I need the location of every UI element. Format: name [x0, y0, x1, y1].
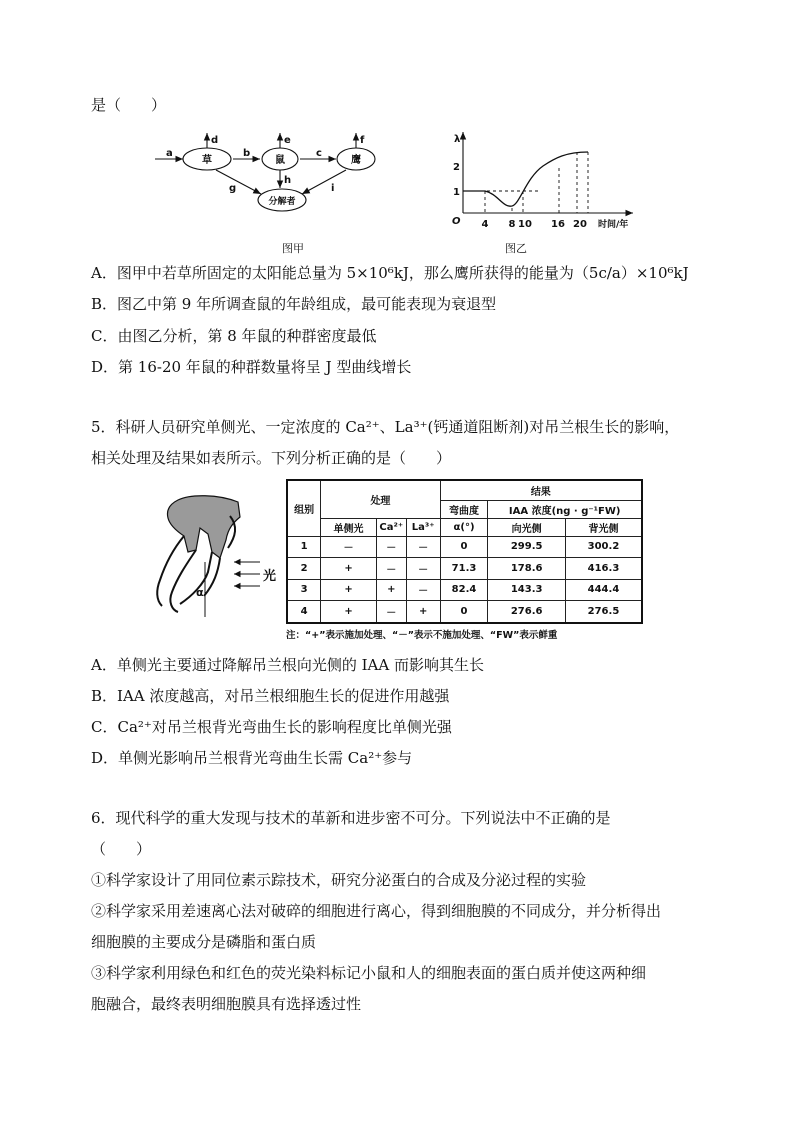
x-tick-16: 16: [551, 219, 565, 230]
cell: 416.3: [565, 558, 642, 580]
x-tick-10: 10: [518, 219, 532, 230]
cell: 143.3: [488, 579, 566, 601]
q4-stem-tail: 是（ ）: [91, 96, 167, 114]
x-tick-8: 8: [508, 219, 516, 230]
node-mouse: 鼠: [275, 155, 285, 166]
q6-stem-line-1: 6．现代科学的重大发现与技术的革新和进步密不可分。下列说法中不正确的是: [91, 809, 611, 827]
cell: －: [406, 536, 440, 558]
light-label: 光: [263, 569, 277, 584]
table-note: 注：“+”表示施加处理、“－”表示不施加处理、“FW”表示鲜重: [286, 630, 558, 641]
header-back-side: 背光侧: [565, 518, 642, 536]
header-light-side: 向光侧: [488, 518, 566, 536]
node-decomposer: 分解者: [268, 197, 296, 207]
arrow-label-h: h: [284, 175, 292, 186]
cell: 0: [440, 536, 488, 558]
node-grass: 草: [202, 155, 212, 166]
angle-label: α: [196, 586, 204, 599]
cell: －: [406, 558, 440, 580]
header-ca: Ca²⁺: [376, 518, 406, 536]
y-axis-label: λ: [454, 134, 461, 145]
figure-a-caption: 图甲: [282, 242, 304, 255]
figure-a-food-web: [150, 128, 410, 258]
cell: 0: [440, 601, 488, 623]
cell: 4: [287, 601, 321, 623]
arrow-label-a: a: [166, 148, 173, 159]
cell: 3: [287, 579, 321, 601]
table-row: [287, 558, 642, 580]
arrow-label-c: c: [316, 148, 322, 159]
cell: 276.5: [565, 601, 642, 623]
cell: 1: [287, 536, 321, 558]
arrow-label-b: b: [243, 148, 251, 159]
header-single-light: 单侧光: [321, 518, 377, 536]
cell: +: [321, 579, 377, 601]
cell: +: [321, 601, 377, 623]
q4-option-b: B．图乙中第 9 年所调查鼠的年龄组成，最可能表现为衰退型: [91, 295, 497, 313]
header-group: 组别: [287, 480, 321, 536]
header-bend-unit: α(°): [440, 518, 488, 536]
cell: －: [321, 536, 377, 558]
q6-stem-line-2: （ ）: [91, 840, 152, 858]
cell: －: [376, 558, 406, 580]
figure-root-illustration: [148, 492, 283, 617]
cell: 444.4: [565, 579, 642, 601]
q4-option-a: A．图甲中若草所固定的太阳能总量为 5×10⁶kJ，那么鹰所获得的能量为（5c/a）×10⁶kJ: [91, 264, 689, 282]
q5-stem-line-1: 5．科研人员研究单侧光、一定浓度的 Ca²⁺、La³⁺(钙通道阻断剂)对吊兰根生长的影响，: [91, 418, 680, 436]
header-treatment: 处理: [321, 480, 440, 518]
cell: 82.4: [440, 579, 488, 601]
q4-option-c: C．由图乙分析，第 8 年鼠的种群密度最低: [91, 327, 377, 345]
y-tick-2: 2: [453, 162, 460, 173]
header-la: La³⁺: [406, 518, 440, 536]
header-bend: 弯曲度: [440, 500, 488, 518]
q6-item-3-line-2: 胞融合，最终表明细胞膜具有选择透过性: [91, 995, 362, 1013]
table-row: [287, 536, 642, 558]
q5-option-d: D．单侧光影响吊兰根背光弯曲生长需 Ca²⁺参与: [91, 749, 413, 767]
q5-option-c: C．Ca²⁺对吊兰根背光弯曲生长的影响程度比单侧光强: [91, 718, 452, 736]
header-result: 结果: [440, 480, 642, 500]
q5-stem-line-2: 相关处理及结果如表所示。下列分析正确的是（ ）: [91, 449, 452, 467]
q5-option-a: A．单侧光主要通过降解吊兰根向光侧的 IAA 而影响其生长: [91, 656, 484, 674]
figure-b-caption: 图乙: [505, 242, 527, 255]
y-tick-1: 1: [453, 187, 460, 198]
cell: 276.6: [488, 601, 566, 623]
arrow-label-f: f: [360, 135, 365, 146]
figure-b-lambda-chart: [448, 128, 648, 258]
arrow-label-g: g: [229, 183, 237, 194]
cell: 2: [287, 558, 321, 580]
lambda-curve: [463, 152, 588, 206]
cell: 71.3: [440, 558, 488, 580]
cell: 300.2: [565, 536, 642, 558]
table-row: [287, 579, 642, 601]
q6-item-2-line-1: ②科学家采用差速离心法对破碎的细胞进行离心，得到细胞膜的不同成分，并分析得出: [91, 902, 662, 920]
cell: －: [376, 601, 406, 623]
cell: +: [376, 579, 406, 601]
cell: 299.5: [488, 536, 566, 558]
table-row: [287, 601, 642, 623]
arrow-label-d: d: [211, 135, 219, 146]
header-iaa: IAA 浓度(ng · g⁻¹FW): [488, 500, 642, 518]
q5-option-b: B．IAA 浓度越高，对吊兰根细胞生长的促进作用越强: [91, 687, 450, 705]
cell: +: [321, 558, 377, 580]
q6-item-2-line-2: 细胞膜的主要成分是磷脂和蛋白质: [91, 933, 317, 951]
q6-item-1: ①科学家设计了用同位素示踪技术，研究分泌蛋白的合成及分泌过程的实验: [91, 871, 587, 889]
node-hawk: 鹰: [351, 155, 361, 166]
arrow-label-i: i: [331, 183, 335, 194]
origin-label: O: [452, 216, 461, 227]
x-tick-4: 4: [481, 219, 489, 230]
cell: +: [406, 601, 440, 623]
x-axis-label: 时间/年: [598, 220, 629, 230]
cell: －: [406, 579, 440, 601]
cell: 178.6: [488, 558, 566, 580]
cell: －: [376, 536, 406, 558]
q6-item-3-line-1: ③科学家利用绿色和红色的荧光染料标记小鼠和人的细胞表面的蛋白质并使这两种细: [91, 964, 647, 982]
q4-option-d: D．第 16-20 年鼠的种群数量将呈 J 型曲线增长: [91, 358, 412, 376]
results-table: [286, 479, 643, 624]
arrow-label-e: e: [284, 135, 291, 146]
x-tick-20: 20: [573, 219, 587, 230]
